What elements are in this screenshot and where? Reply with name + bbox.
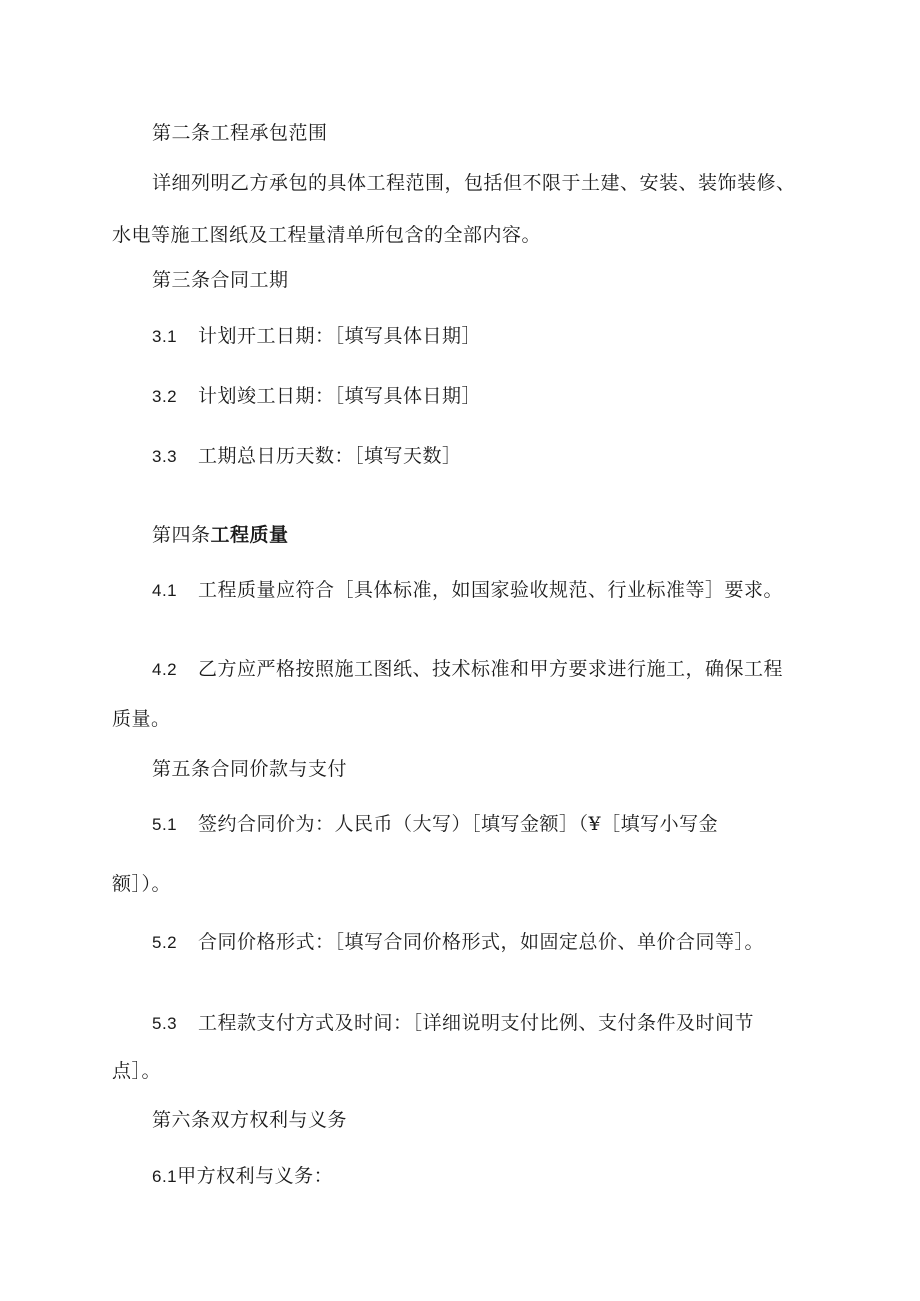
article-5-item-3-line-1 — [152, 1011, 754, 1036]
article-5-item-2 — [152, 930, 764, 955]
item-text: 工程质量应符合［具体标准，如国家验收规范、行业标准等］要求。 — [198, 579, 784, 601]
article-5-heading: 第五条合同价款与支付 — [152, 758, 348, 780]
subsection-text: 甲方权利与义务： — [177, 1165, 334, 1187]
article-3-item-2 — [152, 384, 481, 409]
item-number: 3.2 — [152, 387, 178, 406]
article-3-item-1 — [152, 324, 481, 349]
item-text: 计划开工日期：［填写具体日期］ — [198, 325, 482, 347]
item-number: 5.3 — [152, 1014, 178, 1033]
article-2-body-line-1: 详细列明乙方承包的具体工程范围，包括但不限于土建、安装、装饰装修、 — [152, 172, 796, 194]
article-3-heading: 第三条合同工期 — [152, 269, 289, 291]
item-text: 乙方应严格按照施工图纸、技术标准和甲方要求进行施工，确保工程 — [198, 658, 784, 680]
article-6-heading: 第六条双方权利与义务 — [152, 1109, 348, 1131]
heading-bold: 工程质量 — [210, 524, 289, 546]
article-4-item-1 — [152, 578, 783, 603]
article-4-heading — [152, 523, 289, 547]
article-3-item-3 — [152, 444, 462, 469]
article-4-item-2-line-2: 质量。 — [112, 708, 171, 730]
article-6-subsection — [152, 1164, 333, 1189]
item-text: 工程款支付方式及时间：［详细说明支付比例、支付条件及时间节 — [198, 1012, 755, 1034]
item-text: 合同价格形式：［填写合同价格形式，如固定总价、单价合同等］。 — [198, 931, 765, 953]
item-text: 计划竣工日期：［填写具体日期］ — [198, 385, 482, 407]
article-4-item-2-line-1 — [152, 657, 783, 682]
item-number: 4.1 — [152, 581, 178, 600]
item-number: 3.3 — [152, 447, 178, 466]
item-number: 5.2 — [152, 933, 178, 952]
article-2-heading: 第二条工程承包范围 — [152, 122, 328, 144]
item-number: 5.1 — [152, 815, 178, 834]
article-5-item-1-line-1 — [152, 812, 718, 837]
item-text: 工期总日历天数：［填写天数］ — [198, 445, 462, 467]
article-5-item-3-line-2: 点］。 — [112, 1060, 162, 1082]
heading-prefix: 第四条 — [152, 524, 211, 546]
item-number: 3.1 — [152, 327, 178, 346]
item-number: 4.2 — [152, 660, 178, 679]
item-text: 签约合同价为：人民币（大写）［填写金额］（¥［填写小写金 — [198, 813, 719, 835]
article-2-body-line-2: 水电等施工图纸及工程量清单所包含的全部内容。 — [112, 224, 542, 246]
article-5-item-1-line-2: 额］）。 — [112, 873, 172, 895]
subsection-number: 6.1 — [152, 1167, 178, 1186]
